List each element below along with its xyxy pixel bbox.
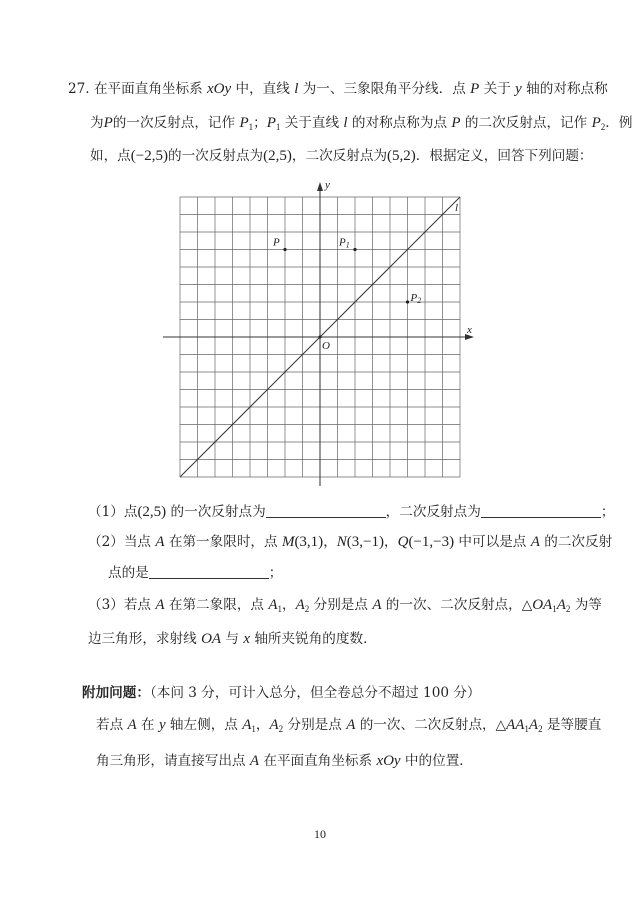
text-segment: P xyxy=(239,115,249,131)
text-segment: 若点 xyxy=(96,717,128,733)
text-segment: l xyxy=(294,81,299,97)
text-segment: xOy xyxy=(376,753,401,769)
text-segment: (2,5) xyxy=(263,148,292,164)
text-segment: ．例 xyxy=(605,115,633,131)
text-segment: 为一、三象限角平分线．点 xyxy=(298,81,471,97)
text-segment: 2 xyxy=(565,604,571,614)
point-P1 xyxy=(353,248,356,251)
text-segment: 的一次反射点为 xyxy=(166,504,266,520)
text-segment: 2 xyxy=(278,724,284,734)
text-segment: ； xyxy=(268,565,283,581)
bonus-line-2 xyxy=(96,752,473,770)
text-segment: M xyxy=(281,534,295,550)
text-segment: A xyxy=(372,597,382,613)
text-segment: 分别是点 xyxy=(309,597,373,613)
text-segment: 1 xyxy=(251,724,256,734)
text-segment: 27. 在平面直角坐标系 xyxy=(68,81,208,97)
text-segment: Q xyxy=(397,534,409,550)
text-segment: P xyxy=(451,115,461,131)
point-label-letter: P xyxy=(339,236,346,249)
text-segment: y xyxy=(515,81,522,97)
q1-line xyxy=(88,503,614,521)
q3-line-1 xyxy=(88,596,602,618)
text-segment: (−1,−3) xyxy=(408,534,455,550)
point-label-letter: P xyxy=(410,292,418,304)
q2-line-2 xyxy=(108,564,282,582)
text-segment: A xyxy=(530,534,540,550)
text-segment: A xyxy=(268,597,278,613)
text-segment: 关于直线 xyxy=(280,115,344,131)
text-segment: 在 xyxy=(136,717,159,733)
text-segment: 关于 xyxy=(479,81,516,97)
text-segment: OA xyxy=(532,597,553,613)
origin-point xyxy=(319,336,322,339)
text-segment: 中的位置． xyxy=(400,753,473,769)
text-segment: A xyxy=(269,717,279,733)
text-segment: A xyxy=(556,597,566,613)
text-segment: 1 xyxy=(275,122,281,132)
bonus-line-1 xyxy=(96,716,601,738)
text-segment: P xyxy=(266,115,276,131)
q3-line-2 xyxy=(88,630,377,648)
text-segment: 为等 xyxy=(570,597,602,613)
point-label-letter: P xyxy=(273,236,280,249)
text-segment: 的一次反射点，记作 xyxy=(112,115,240,131)
text-segment: （1）点 xyxy=(88,504,138,520)
text-segment: 轴的对称点称 xyxy=(521,81,608,97)
text-segment: 角三角形，请直接写出点 xyxy=(96,753,250,769)
point-label-subscript: 1 xyxy=(345,240,350,250)
text-segment: 2 xyxy=(600,122,606,132)
text-segment: 2 xyxy=(304,604,310,614)
y-axis-arrow-icon xyxy=(317,182,323,191)
text-segment: 为 xyxy=(90,115,104,131)
text-segment: xOy xyxy=(207,81,232,97)
text-segment: ，二次反射点为 xyxy=(385,504,481,520)
text-segment: 的对称点称为点 xyxy=(347,115,452,131)
point-P xyxy=(283,248,286,251)
answer-blank[interactable] xyxy=(481,503,601,518)
text-segment: 的二次反射 xyxy=(539,534,613,550)
text-segment: A xyxy=(528,717,539,733)
q2-line-1 xyxy=(88,533,612,551)
text-segment: ， xyxy=(282,597,296,613)
text-segment: 分别是点 xyxy=(283,717,347,733)
text-segment: 1 xyxy=(524,724,529,734)
text-segment: N xyxy=(336,534,347,550)
text-segment: 轴所夹锐角的度数． xyxy=(250,631,377,647)
text-segment: （2）当点 xyxy=(88,534,156,550)
text-segment: A xyxy=(127,717,137,733)
text-segment: P xyxy=(103,115,113,131)
y-axis-label: y xyxy=(325,179,330,191)
text-segment: (−2,5) xyxy=(130,148,168,164)
bonus-heading xyxy=(82,684,481,702)
text-segment: 在平面直角坐标系 xyxy=(259,753,377,769)
text-segment: (3,−1) xyxy=(346,534,384,550)
text-segment: ，二次反射点为 xyxy=(291,148,388,164)
text-segment: ； xyxy=(600,504,615,520)
text-segment: 1 xyxy=(277,604,283,614)
text-segment: P xyxy=(591,115,601,131)
text-segment: 1 xyxy=(248,122,254,132)
text-segment: 轴左侧，点 xyxy=(165,717,243,733)
text-segment: AA xyxy=(506,717,525,733)
text-segment: A xyxy=(155,597,165,613)
text-segment: （3）若点 xyxy=(88,597,156,613)
text-segment: (5,2) xyxy=(387,148,416,164)
text-segment: ， xyxy=(323,534,337,550)
text-segment: 中可以是点 xyxy=(454,534,531,550)
answer-blank[interactable] xyxy=(149,564,269,579)
text-segment: 的二次反射点，记作 xyxy=(460,115,592,131)
answer-blank[interactable] xyxy=(266,503,386,518)
bonus-title: 附加问题： xyxy=(82,685,150,701)
text-segment: 的一次反射点为 xyxy=(167,148,264,164)
text-segment: 2 xyxy=(538,724,543,734)
line-l-label: l xyxy=(455,202,459,214)
point-label xyxy=(410,292,422,305)
point-label xyxy=(272,237,280,249)
text-segment: ； xyxy=(253,115,267,131)
text-segment: 中，直线 xyxy=(231,81,295,97)
text-segment: 如，点 xyxy=(90,148,131,164)
point-label-subscript: 2 xyxy=(417,296,422,305)
text-segment: A xyxy=(155,534,165,550)
text-segment: ， xyxy=(384,534,398,550)
point-P2 xyxy=(406,300,409,303)
text-segment: A xyxy=(295,597,305,613)
text-segment: 1 xyxy=(552,604,557,614)
text-segment: A xyxy=(242,717,252,733)
text-segment: 与 xyxy=(221,631,244,647)
text-segment: ， xyxy=(255,717,270,733)
text-segment: A xyxy=(249,753,260,769)
text-segment: (3,1) xyxy=(294,534,324,550)
text-segment: ．根据定义，回答下列问题： xyxy=(415,148,593,164)
text-segment: 在第一象限时，点 xyxy=(164,534,282,550)
text-segment: 的一次、二次反射点，△ xyxy=(355,717,507,733)
text-segment: OA xyxy=(201,631,222,647)
text-segment: 点的是 xyxy=(108,565,149,581)
text-segment: A xyxy=(346,717,356,733)
point-label xyxy=(338,237,350,250)
page-number: 10 xyxy=(314,827,326,841)
text-segment: 的一次、二次反射点，△ xyxy=(381,597,533,613)
text-segment: （本问 3 分，可计入总分，但全卷总分不超过 100 分） xyxy=(149,685,481,701)
text-segment: P xyxy=(470,81,480,97)
text-segment: 边三角形，求射线 xyxy=(88,631,202,647)
text-segment: 是等腰直 xyxy=(542,717,602,733)
text-segment: 在第二象限，点 xyxy=(164,597,269,613)
text-segment: y xyxy=(158,717,166,733)
origin-label: O xyxy=(322,340,330,352)
x-axis-label: x xyxy=(467,324,472,336)
text-segment: l xyxy=(343,115,348,131)
text-segment: x xyxy=(243,631,250,647)
text-segment: (2,5) xyxy=(137,504,167,520)
